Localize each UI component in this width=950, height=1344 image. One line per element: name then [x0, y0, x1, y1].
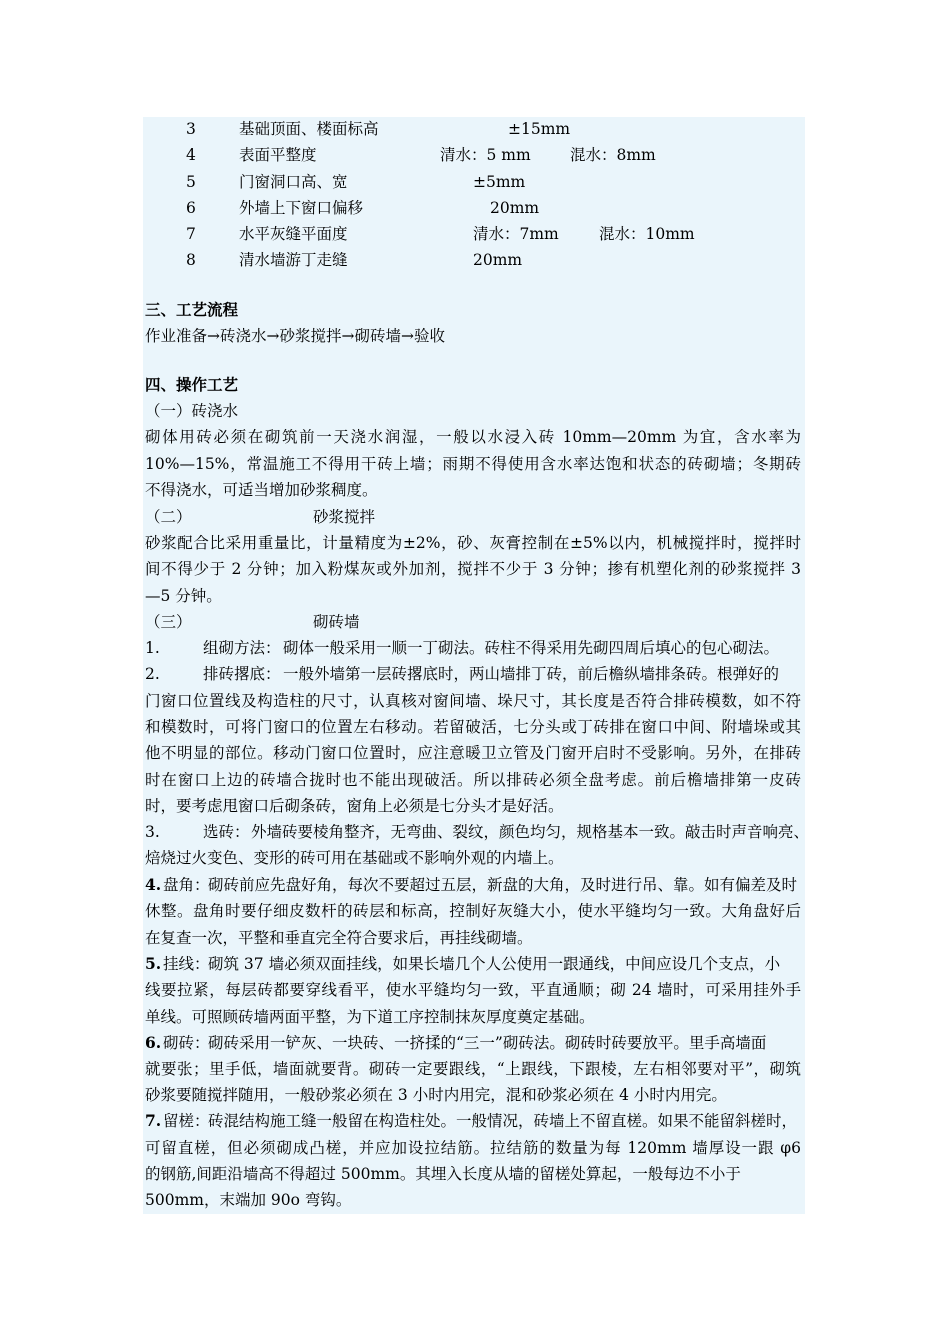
paragraph-line: —5 分钟。 — [145, 587, 222, 605]
row-number: 6 — [186, 199, 196, 217]
paragraph-line: 砌筑 37 墙必须双面挂线，如果长墙几个人公使用一跟通线，中间应设几个支点，小 — [208, 955, 781, 973]
row-value-2: 混水：8mm — [570, 146, 656, 164]
item-number: 4. — [145, 875, 162, 894]
paragraph-line: 砂浆配合比采用重量比，计量精度为±2%，砂、灰膏控制在±5%以内，机械搅拌时，搅拌时 — [145, 534, 801, 552]
paragraph-line: 的钢筋,间距沿墙高不得超过 500mm。其埋入长度从墙的留槎处算起，一般每边不小于 — [145, 1165, 741, 1183]
paragraph-line: 和模数时，可将门窗口的位置左右移动。若留破活，七分头或丁砖排在窗口中间、附墙垛或其 — [145, 718, 801, 736]
section-heading: 四、操作工艺 — [145, 375, 239, 394]
row-number: 7 — [186, 225, 196, 243]
row-item: 门窗洞口高、宽 — [239, 173, 348, 191]
row-item: 外墙上下窗口偏移 — [239, 199, 364, 217]
row-value: ±15mm — [508, 120, 571, 138]
item-title: 盘角： — [163, 876, 210, 894]
process-flow: 作业准备→砖浇水→砂浆搅拌→砌砖墙→验收 — [145, 327, 445, 345]
item-title: 留槎： — [163, 1112, 210, 1130]
item-title: 砌砖： — [163, 1034, 210, 1052]
subsection-title: 砂浆搅拌 — [313, 508, 376, 526]
paragraph-line: 砌砖前应先盘好角，每次不要超过五层，新盘的大角，及时进行吊、靠。如有偏差及时 — [208, 876, 798, 894]
paragraph-line: 外墙砖要棱角整齐，无弯曲、裂纹，颜色均匀，规格基本一致。敲击时声音响亮、 — [251, 823, 810, 841]
item-number: 1. — [145, 639, 160, 657]
paragraph-line: 间不得少于 2 分钟；加入粉煤灰或外加剂，搅拌不少于 3 分钟；掺有机塑化剂的砂浆搅拌 3 — [145, 560, 801, 578]
item-title: 排砖撂底： — [203, 665, 281, 683]
row-number: 4 — [186, 146, 196, 164]
item-number: 3. — [145, 823, 160, 841]
paragraph-line: 时，要考虑甩窗口后砌条砖，窗角上必须是七分头才是好活。 — [145, 797, 564, 815]
paragraph-line: 500mm，末端加 90o 弯钩。 — [145, 1191, 352, 1209]
paragraph-line: 砌体用砖必须在砌筑前一天浇水润湿，一般以水浸入砖 10mm—20mm 为宜，含水率为 — [145, 428, 801, 446]
paragraph-line: 砌体一般采用一顺一丁砌法。砖柱不得采用先砌四周后填心的包心砌法。 — [283, 639, 780, 657]
subsection-title: 砌砖墙 — [313, 613, 360, 631]
paragraph-line: 门窗口位置线及构造柱的尺寸，认真核对窗间墙、垛尺寸，其长度是否符合排砖模数，如不符 — [145, 692, 801, 710]
row-value: 20mm — [490, 199, 540, 217]
row-number: 3 — [186, 120, 196, 138]
paragraph-line: 砖混结构施工缝一般留在构造柱处。一般情况，砖墙上不留直槎。如果不能留斜槎时， — [208, 1112, 798, 1130]
row-number: 8 — [186, 251, 196, 269]
paragraph-line: 线要拉紧，每层砖都要穿线看平，使水平缝均匀一致，平直通顺；砌 24 墙时，可采用挂外手 — [145, 981, 801, 999]
paragraph-line: 时在窗口上边的砖墙合拢时也不能出现破活。所以排砖必须全盘考虑。前后檐墙排第一皮砖 — [145, 771, 801, 789]
item-title: 选砖： — [203, 823, 250, 841]
paragraph-line: 砌砖采用一铲灰、一块砖、一挤揉的“三一”砌砖法。砌砖时砖要放平。里手高墙面 — [208, 1034, 767, 1052]
item-title: 组砌方法： — [203, 639, 281, 657]
item-number: 6. — [145, 1033, 162, 1052]
subsection-label: （二） — [145, 508, 192, 526]
paragraph-line: 就要张；里手低，墙面就要背。砌砖一定要跟线，“上跟线，下跟棱，左右相邻要对平”，砌筑 — [145, 1060, 801, 1078]
paragraph-line: 不得浇水，可适当增加砂浆稠度。 — [145, 481, 378, 499]
paragraph-line: 砂浆要随搅拌随用，一般砂浆必须在 3 小时内用完，混和砂浆必须在 4 小时内用完。 — [145, 1086, 727, 1104]
section-heading: 三、工艺流程 — [145, 300, 239, 319]
row-item: 表面平整度 — [239, 146, 317, 164]
row-value: 20mm — [473, 251, 523, 269]
paragraph-line: 焙烧过火变色、变形的砖可用在基础或不影响外观的内墙上。 — [145, 849, 564, 867]
paragraph-line: 可留直槎，但必须砌成凸槎，并应加设拉结筋。拉结筋的数量为每 120mm 墙厚设一跟 φ6 — [145, 1139, 801, 1157]
paragraph-line: 他不明显的部位。移动门窗口位置时，应注意暖卫立管及门窗开启时不受影响。另外，在排砖 — [145, 744, 801, 762]
item-number: 5. — [145, 954, 162, 973]
row-value: 清水：7mm — [473, 225, 559, 243]
item-title: 挂线： — [163, 955, 210, 973]
row-item: 基础顶面、楼面标高 — [239, 120, 379, 138]
row-value-2: 混水：10mm — [599, 225, 695, 243]
paragraph-line: 休整。盘角时要仔细皮数杆的砖层和标高，控制好灰缝大小，使水平缝均匀一致。大角盘好后 — [145, 902, 801, 920]
row-value: 清水：5 mm — [440, 146, 531, 164]
paragraph-line: 在复查一次，平整和垂直完全符合要求后，再挂线砌墙。 — [145, 929, 533, 947]
subsection-label: （一）砖浇水 — [145, 402, 239, 420]
item-number: 2. — [145, 665, 160, 683]
paragraph-line: 10%—15%，常温施工不得用干砖上墙；雨期不得使用含水率达饱和状态的砖砌墙；冬期砖 — [145, 455, 801, 473]
subsection-label: （三） — [145, 613, 192, 631]
row-item: 清水墙游丁走缝 — [239, 251, 348, 269]
row-number: 5 — [186, 173, 196, 191]
paragraph-line: 单线。可照顾砖墙两面平整，为下道工序控制抹灰厚度奠定基础。 — [145, 1008, 595, 1026]
paragraph-line: 一般外墙第一层砖撂底时，两山墙排丁砖，前后檐纵墙排条砖。根弹好的 — [283, 665, 780, 683]
row-item: 水平灰缝平面度 — [239, 225, 348, 243]
item-number: 7. — [145, 1111, 162, 1130]
row-value: ±5mm — [473, 173, 526, 191]
